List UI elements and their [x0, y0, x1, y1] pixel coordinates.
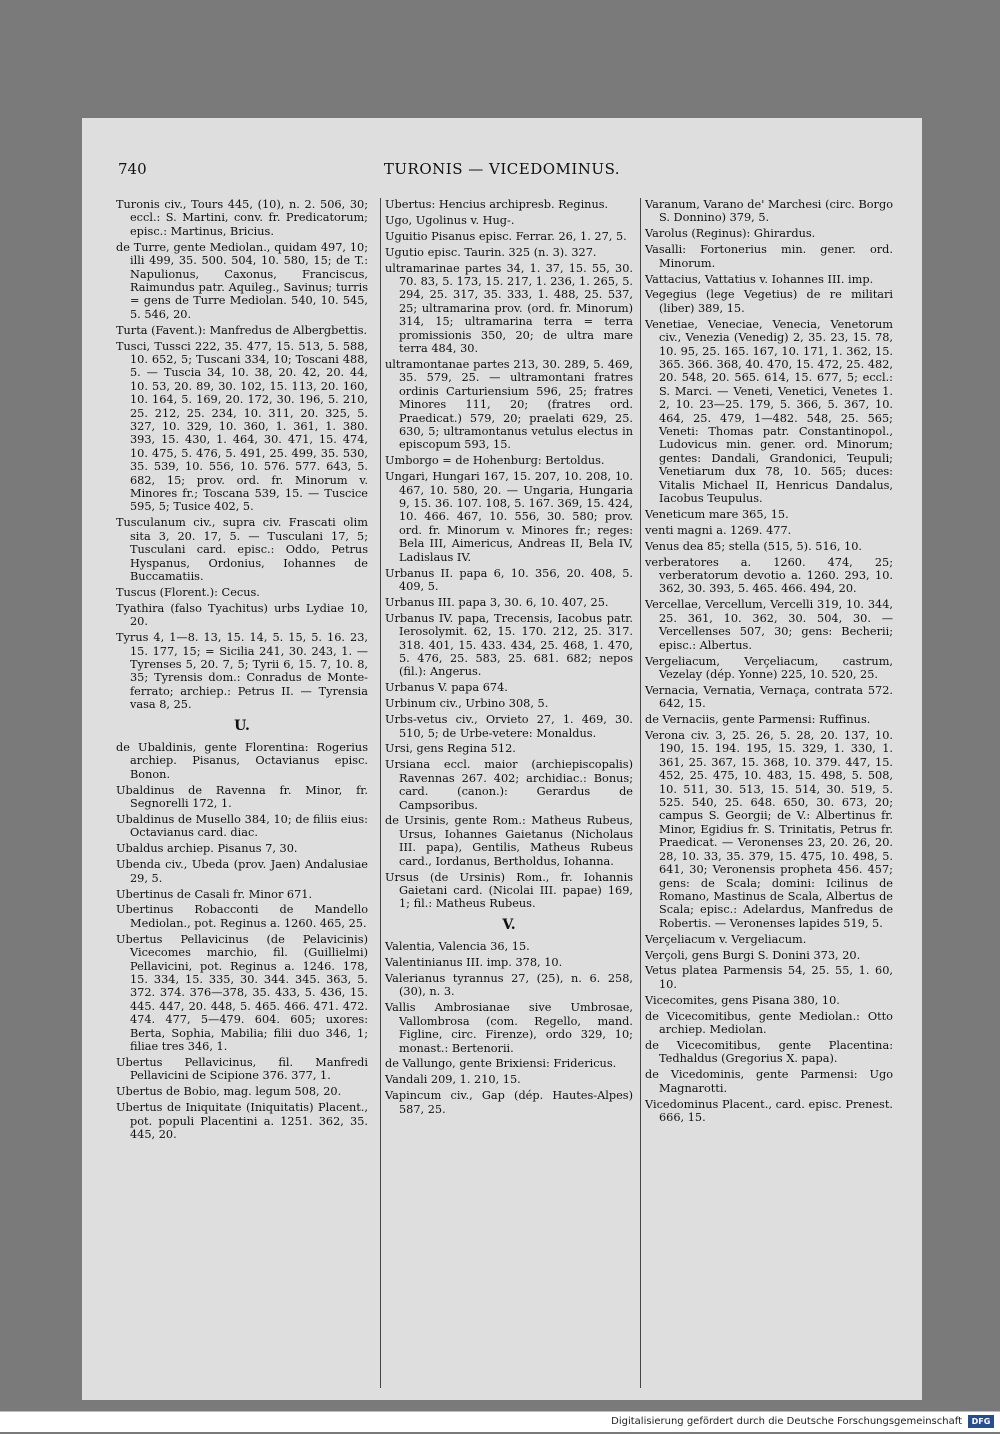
- index-entry: Vergeliacum, Verçeliacum, castrum, Vezelay (dép. Yonne) 225, 10. 520, 25.: [645, 654, 893, 681]
- index-column-2: [380, 198, 633, 1388]
- index-entry: de Vernaciis, gente Parmensi: Ruffinus.: [645, 713, 871, 727]
- index-entry: de Vicecomitibus, gente Mediolan.: Otto archiep. Mediolan.: [645, 1009, 893, 1037]
- index-entry: Urbanus V. papa 674.: [385, 681, 508, 695]
- index-entry: Ubertus: Hencius archipresb. Reginus.: [385, 198, 609, 211]
- index-entry: Ursus (de Ursinis) Rom., fr. Iohannis Gaietani card. (Nicolai III. papae) 169, 1; fil.: Matheus Rubeus.: [385, 870, 633, 911]
- index-entry: Ubaldus archiep. Pisanus 7, 30.: [116, 842, 298, 856]
- index-column-3: [640, 198, 893, 1388]
- index-entry: Urbanus IV. papa, Trecensis, Iacobus patr. Ierosolymit. 62, 15. 170. 212, 25. 317. 318. 401, 15. 433. 434, 25. 468, 1. 470, 5. 476, 25. 583, 25. 681. 682; nepos (fil.): Angerus.: [385, 611, 633, 679]
- index-entry: Turta (Favent.): Manfredus de Albergbettis.: [116, 323, 368, 337]
- index-entry: Uguitio Pisanus episc. Ferrar. 26, 1. 27, 5.: [385, 229, 627, 243]
- index-entry: Verçoli, gens Burgi S. Donini 373, 20.: [645, 948, 861, 962]
- index-entry: Venetiae, Veneciae, Venecia, Venetorum civ., Venezia (Venedig) 2, 35. 23, 15. 78, 10. 95, 25. 165. 167, 10. 171, 1. 362, 15. 365. 366. 368, 40. 470, 15. 472, 25. 482, 20. 548, 20. 565. 614, 15. 677, 5; eccl.: S. Marci. — Veneti, Venetici, Venetes 1. 2, 10. 23—25. 179, 5. 366, 5. 367, 10. 464, 25. 479, 1—482. 548, 25. 565; Veneti: Thomas patr. Constantinopol., Ludovicus min. gener. ord. Minorum; gentes: Dandali, Grandonici, Teupuli; Venetiarum dux 78, 10. 565; duces: Vitalis Michael II, Henricus Dandalus, Iacobus Teupulus.: [645, 317, 893, 506]
- index-entry: Tyrus 4, 1—8. 13, 15. 14, 5. 15, 5. 16. 23, 15. 177, 15; = Sicilia 241, 30. 243, 1. — Tyrenses 5, 20. 7, 5; Tyrii 6, 15. 7, 10. 8, 35; Tyrensis dom.: Conradus de Monte-ferrato; archiep.: Petrus II. — Tyrensia vasa 8, 25.: [116, 631, 368, 712]
- index-entry: Tusci, Tussci 222, 35. 477, 15. 513, 5. 588, 10. 652, 5; Tuscani 334, 10; Toscani 488, 5. — Tuscia 34, 10. 38, 20. 42, 20. 44, 10. 53, 20. 89, 30. 102, 15. 113, 20. 160, 10. 164, 5. 169, 20. 172, 30. 196, 5. 210, 25. 212, 25. 234, 10. 311, 20. 325, 5. 327, 10. 329, 10. 360, 1. 361, 1. 380. 393, 15. 430, 1. 464, 30. 471, 15. 474, 10. 475, 5. 476, 5. 491, 25. 499, 35. 530, 35. 539, 10. 556, 10. 576. 577. 643, 5. 682, 15; prov. ord. fr. Minorum v. Minores fr.; Toscana 539, 15. — Tuscice 595, 5; Tusice 402, 5.: [116, 339, 368, 514]
- index-column-1: [116, 198, 368, 1388]
- index-entry: Ursi, gens Regina 512.: [385, 742, 516, 756]
- page-scan: [82, 118, 922, 1400]
- dfg-logo: DFG: [968, 1415, 994, 1428]
- index-entry: de Vallungo, gente Brixiensi: Fridericus.: [385, 1057, 617, 1071]
- index-entry: Vicecomites, gens Pisana 380, 10.: [645, 993, 840, 1007]
- index-entry: Varanum, Varano de' Marchesi (circ. Borgo S. Donnino) 379, 5.: [645, 198, 893, 225]
- index-entry: de Ubaldinis, gente Florentina: Rogerius archiep. Pisanus, Octavianus episc. Bonon.: [116, 740, 368, 781]
- index-entry: Ubertus Pellavicinus, fil. Manfredi Pellavicini de Scipione 376. 377, 1.: [116, 1055, 368, 1083]
- index-entry: Urbanus III. papa 3, 30. 6, 10. 407, 25.: [385, 595, 609, 609]
- index-entry: Vegegius (lege Vegetius) de re militari (liber) 389, 15.: [645, 288, 893, 315]
- index-entry: Tyathira (falso Tyachitus) urbs Lydiae 10, 20.: [116, 601, 368, 629]
- index-entry: Ubenda civ., Ubeda (prov. Jaen) Andalusiae 29, 5.: [116, 858, 368, 885]
- index-entry: Vallis Ambrosianae sive Umbrosae, Vallombrosa (com. Regello, mand. Figline, circ. Firenze), ordo 329, 10; monast.: Bertenorii.: [385, 1001, 633, 1055]
- index-entry: Ubertus de Iniquitate (Iniquitatis) Placent., pot. populi Placentini a. 1251. 362, 35. 445, 20.: [116, 1101, 368, 1141]
- index-entry: Vapincum civ., Gap (dép. Hautes-Alpes) 587, 25.: [385, 1089, 633, 1116]
- index-entry: de Ursinis, gente Rom.: Matheus Rubeus, Ursus, Iohannes Gaietanus (Nicholaus III. papa), Gentilis, Matheus Rubeus card., Iordanus, Bertholdus, Iohanna.: [385, 814, 633, 868]
- index-entry: Ugo, Ugolinus v. Hug-.: [385, 213, 515, 227]
- index-entry: Vicedominus Placent., card. episc. Prenest. 666, 15.: [645, 1097, 893, 1124]
- index-entry: Urbinum civ., Urbino 308, 5.: [385, 697, 549, 711]
- index-entry: Ungari, Hungari 167, 15. 207, 10. 208, 10. 467, 10. 580, 20. — Ungaria, Hungaria 9, 15. 36. 107. 108, 5. 167. 369, 15. 424, 10. 466. 467, 10. 556, 30. 580; prov. ord. fr. Minorum v. Minores fr.; reges: Bela III, Aimericus, Andreas II, Bela IV, Ladislaus IV.: [385, 470, 633, 564]
- index-entry: Varolus (Reginus): Ghirardus.: [645, 227, 816, 241]
- index-entry: Valentia, Valencia 36, 15.: [385, 940, 530, 954]
- index-entry: Vetus platea Parmensis 54, 25. 55, 1. 60, 10.: [645, 964, 893, 991]
- index-entry: Vasalli: Fortonerius min. gener. ord. Minorum.: [645, 243, 893, 270]
- index-entry: venti magni a. 1269. 477.: [645, 523, 792, 537]
- index-entry: Ugutio episc. Taurin. 325 (n. 3). 327.: [385, 245, 597, 259]
- index-entry: Ubaldinus de Ravenna fr. Minor, fr. Segnorelli 172, 1.: [116, 783, 368, 811]
- index-entry: Verçeliacum v. Vergeliacum.: [645, 932, 807, 946]
- index-entry: Turonis civ., Tours 445, (10), n. 2. 506, 30; eccl.: S. Martini, conv. fr. Predicatorum; episc.: Martinus, Bricius.: [116, 198, 368, 238]
- index-entry: Vernacia, Vernatia, Vernaça, contrata 572. 642, 15.: [645, 683, 893, 711]
- funding-note: Digitalisierung gefördert durch die Deutsche Forschungsgemeinschaft: [611, 1416, 962, 1427]
- index-entry: Ubertus de Bobio, mag. legum 508, 20.: [116, 1085, 342, 1099]
- index-entry: Tuscus (Florent.): Cecus.: [116, 585, 260, 599]
- index-entry: Ubertinus Robacconti de Mandello Mediolan., pot. Reginus a. 1260. 465, 25.: [116, 903, 368, 930]
- page-number: 740: [118, 160, 147, 178]
- footer-bar: [0, 1411, 1000, 1432]
- running-title: TURONIS — VICEDOMINUS.: [383, 160, 621, 178]
- index-columns: [116, 198, 892, 1388]
- index-entry: de Vicecomitibus, gente Placentina: Tedhaldus (Gregorius X. papa).: [645, 1038, 893, 1066]
- index-entry: Venus dea 85; stella (515, 5). 516, 10.: [645, 539, 862, 553]
- index-entry: Ursiana eccl. maior (archiepiscopalis) Ravennas 267. 402; archidiac.: Bonus; card. (canon.): Gerardus de Campsoribus.: [385, 758, 633, 812]
- running-header: [118, 160, 886, 182]
- index-entry: Valerianus tyrannus 27, (25), n. 6. 258, (30), n. 3.: [385, 972, 633, 999]
- index-entry: Vandali 209, 1. 210, 15.: [385, 1073, 521, 1087]
- index-entry: ultramontanae partes 213, 30. 289, 5. 469, 35. 579, 25. — ultramontani fratres ordinis Carturiensium 596, 25; fratres Minores 111, 20; (fratres ord. Praedicat.) 579, 20; praelati 629, 25. 630, 5; ultramontanus vetulus electus in episcopum 593, 15.: [385, 357, 633, 452]
- index-entry: ultramarinae partes 34, 1. 37, 15. 55, 30. 70. 83, 5. 173, 15. 217, 1. 236, 1. 265, 5. 294, 25. 317, 35. 333, 1. 488, 25. 537, 25; ultramarina prov. (ord. fr. Minorum) 314, 15; ultramarina terra = terra promissionis 350, 20; de ultra mare terra 484, 30.: [385, 261, 633, 356]
- index-entry: Veneticum mare 365, 15.: [645, 507, 789, 521]
- index-entry: Ubaldinus de Musello 384, 10; de filiis eius: Octavianus card. diac.: [116, 812, 368, 840]
- section-letter: U.: [234, 717, 250, 734]
- index-entry: Umborgo = de Hohenburg: Bertoldus.: [385, 454, 605, 468]
- index-entry: de Turre, gente Mediolan., quidam 497, 10; illi 499, 35. 500. 504, 10. 580, 15; de T.: Napulionus, Caxonus, Franciscus, Raimundus patr. Aquileg., Savinus; turris = gens de Turre Mediolan. 540, 10. 545, 5. 546, 20.: [116, 240, 368, 321]
- index-entry: Ubertus Pellavicinus (de Pelavicinis) Vicecomes marchio, fil. (Guillielmi) Pellavicini, pot. Reginus a. 1246. 178, 15. 334, 15. 335, 30. 344. 345. 363, 5. 372. 374. 376—378, 35. 433, 5. 436, 15. 445. 447, 20. 448, 5. 465. 466. 471. 472. 474. 477, 5—479. 604. 605; uxores: Berta, Sophia, Mabilia; filii duo 346, 1; filiae tres 346, 1.: [116, 932, 368, 1053]
- index-entry: Verona civ. 3, 25. 26, 5. 28, 20. 137, 10. 190, 15. 194. 195, 15. 329, 1. 330, 1. 361, 25. 367, 15. 368, 10. 379. 447, 15. 452, 25. 475, 10. 483, 15. 498, 5. 508, 10. 511, 30. 513, 15. 514, 30. 519, 5. 525. 540, 25. 648. 650, 30. 673, 20; campus S. Georgii; de V.: Albertinus fr. Minor, Egidius fr. S. Trinitatis, Petrus fr. Praedicat. — Veronenses 23, 20. 26, 20. 28, 10. 33, 35. 379, 15. 475, 10. 498, 5. 641, 30; Veronensis propheta 456. 457; gens: de Scala; domini: Icilinus de Romano, Mastinus de Scala, Albertus de Scala; episc.: Adelardus, Manfredus de Robertis. — Veronenses lapides 519, 5.: [645, 729, 893, 930]
- index-entry: Urbanus II. papa 6, 10. 356, 20. 408, 5. 409, 5.: [385, 566, 633, 593]
- index-entry: verberatores a. 1260. 474, 25; verberatorum devotio a. 1260. 293, 10. 362, 30. 393, 5. 465. 466. 494, 20.: [645, 555, 893, 596]
- index-entry: Urbs-vetus civ., Orvieto 27, 1. 469, 30. 510, 5; de Urbe-vetere: Monaldus.: [385, 713, 633, 740]
- index-entry: Valentinianus III. imp. 378, 10.: [385, 956, 563, 970]
- index-entry: Vattacius, Vattatius v. Iohannes III. imp.: [645, 272, 874, 286]
- index-entry: Tusculanum civ., supra civ. Frascati olim sita 3, 20. 17, 5. — Tusculani 17, 5; Tusculani card. episc.: Oddo, Petrus Hyspanus, Ordonius, Iohannes de Buccamatiis.: [116, 516, 368, 583]
- index-entry: Ubertinus de Casali fr. Minor 671.: [116, 887, 313, 901]
- index-entry: Vercellae, Vercellum, Vercelli 319, 10. 344, 25. 361, 10. 362, 30. 504, 30. — Vercellenses 507, 30; gens: Becherii; episc.: Albertus.: [645, 598, 893, 652]
- index-entry: de Vicedominis, gente Parmensi: Ugo Magnarotti.: [645, 1068, 893, 1095]
- section-letter: V.: [502, 916, 516, 933]
